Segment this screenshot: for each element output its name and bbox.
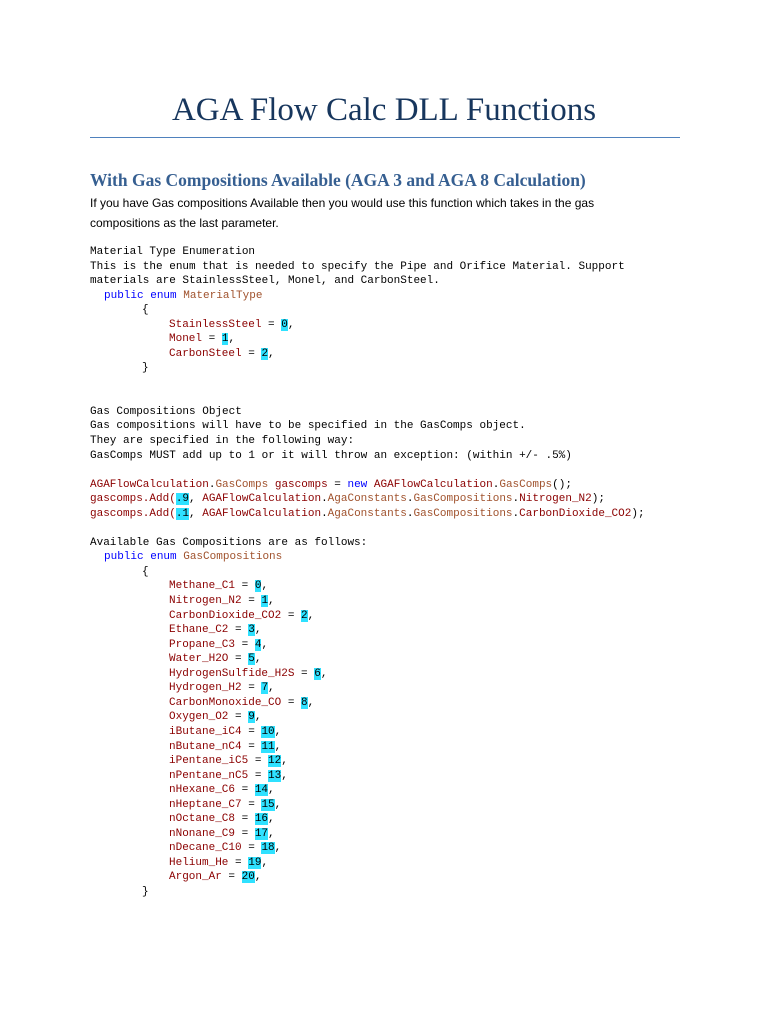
member-value: 19 bbox=[248, 856, 262, 869]
member-value: 18 bbox=[261, 842, 275, 855]
gascomps-desc-3: GasComps MUST add up to 1 or it will throw an exception: (within +/- .5%) bbox=[90, 449, 572, 462]
member-name: Nitrogen_N2 bbox=[169, 595, 242, 608]
keyword-enum: enum bbox=[150, 551, 177, 564]
member-value: 4 bbox=[254, 638, 262, 651]
fraction-value: .9 bbox=[175, 493, 190, 506]
member-name: Water_H2O bbox=[169, 653, 229, 666]
member-name: Ethane_C2 bbox=[169, 624, 229, 637]
member-value: 2 bbox=[301, 609, 308, 622]
member-value: 17 bbox=[254, 827, 269, 840]
member-value: 2 bbox=[261, 347, 269, 360]
member-value: 7 bbox=[261, 682, 269, 695]
member-value: 16 bbox=[254, 813, 269, 826]
member-name: Argon_Ar bbox=[169, 871, 222, 884]
member-name: nNonane_C9 bbox=[169, 827, 236, 840]
keyword-public: public bbox=[104, 551, 144, 564]
gascomps-add-call: gascomps.Add(.9, AGAFlowCalculation.AgaConstants.GasCompositions.Nitrogen_N2); bbox=[90, 493, 605, 506]
enum-member-ref: Nitrogen_N2 bbox=[519, 493, 592, 506]
member-value: 10 bbox=[261, 725, 275, 738]
intro-paragraph: If you have Gas compositions Available then you would use this function which takes in the gas compositions as the last parameter. bbox=[90, 196, 595, 230]
close-brace: } bbox=[142, 885, 149, 898]
gascompositions-members bbox=[90, 579, 690, 884]
page-title: AGA Flow Calc DLL Functions bbox=[171, 92, 597, 128]
enum-member-ref: CarbonDioxide_CO2 bbox=[519, 507, 632, 520]
member-value: 5 bbox=[248, 653, 255, 666]
member-name: iButane_iC4 bbox=[169, 725, 242, 738]
material-desc-1: This is the enum that is needed to specify the Pipe and Orifice Material. Support bbox=[90, 260, 625, 273]
title-divider bbox=[90, 137, 680, 138]
code-block bbox=[90, 245, 690, 900]
member-name: HydrogenSulfide_H2S bbox=[169, 667, 295, 680]
gascomps-desc-1: Gas compositions will have to be specified in the GasComps object. bbox=[90, 420, 526, 433]
keyword-enum: enum bbox=[150, 289, 177, 302]
member-value: 8 bbox=[301, 696, 308, 709]
open-brace: { bbox=[142, 304, 149, 317]
enum-member: nHeptane_C7 = 15, bbox=[169, 798, 282, 811]
member-value: 12 bbox=[268, 755, 282, 768]
enum-type: GasCompositions bbox=[413, 507, 513, 520]
member-value: 13 bbox=[268, 769, 282, 782]
material-label: Material Type Enumeration bbox=[90, 246, 256, 258]
enum-member: Hydrogen_H2 = 7, bbox=[169, 682, 275, 695]
fraction-value: .1 bbox=[175, 507, 190, 520]
enum-member: Helium_He = 19, bbox=[169, 856, 269, 869]
member-name: CarbonSteel bbox=[169, 347, 242, 360]
namespace: AGAFlowCalculation bbox=[202, 507, 322, 520]
member-name: StainlessSteel bbox=[169, 318, 262, 331]
enum-member: CarbonDioxide_CO2 = 2, bbox=[169, 609, 315, 622]
member-value: 14 bbox=[254, 784, 269, 797]
member-name: nHexane_C6 bbox=[169, 784, 236, 797]
material-desc-2: materials are StainlessSteel, Monel, and CarbonSteel. bbox=[90, 275, 440, 288]
member-name: Monel bbox=[169, 333, 203, 346]
enum-member: Ethane_C2 = 3, bbox=[169, 624, 262, 637]
enum-member: StainlessSteel = 0, bbox=[169, 318, 295, 331]
member-name: nHeptane_C7 bbox=[169, 798, 242, 811]
member-value: 15 bbox=[261, 798, 275, 811]
member-name: Helium_He bbox=[169, 856, 229, 869]
open-brace: { bbox=[142, 565, 149, 578]
member-name: nOctane_C8 bbox=[169, 813, 236, 826]
enum-member: Nitrogen_N2 = 1, bbox=[169, 595, 275, 608]
member-value: 20 bbox=[241, 871, 255, 884]
member-value: 11 bbox=[261, 740, 275, 753]
member-value: 6 bbox=[314, 667, 321, 680]
material-members bbox=[90, 318, 690, 362]
add-method: gascomps.Add( bbox=[90, 493, 176, 506]
member-name: Hydrogen_H2 bbox=[169, 682, 242, 695]
section-heading: With Gas Compositions Available (AGA 3 and AGA 8 Calculation) bbox=[90, 170, 586, 190]
enum-member: nDecane_C10 = 18, bbox=[169, 842, 282, 855]
enum-member: nButane_nC4 = 11, bbox=[169, 740, 282, 753]
constants-class: AgaConstants bbox=[327, 493, 407, 506]
namespace: AGAFlowCalculation bbox=[202, 493, 322, 506]
enum-member: HydrogenSulfide_H2S = 6, bbox=[169, 667, 328, 680]
enum-member: nOctane_C8 = 16, bbox=[169, 813, 275, 826]
enum-member: iButane_iC4 = 10, bbox=[169, 725, 282, 738]
enum-member: Propane_C3 = 4, bbox=[169, 638, 269, 651]
gascompositions-enum-declaration bbox=[90, 550, 690, 565]
member-value: 3 bbox=[248, 624, 255, 637]
member-name: iPentane_iC5 bbox=[169, 755, 249, 768]
member-name: nButane_nC4 bbox=[169, 740, 242, 753]
enum-member: CarbonMonoxide_CO = 8, bbox=[169, 696, 315, 709]
enum-member: CarbonSteel = 2, bbox=[169, 347, 275, 360]
member-name: Propane_C3 bbox=[169, 638, 236, 651]
member-name: nPentane_nC5 bbox=[169, 769, 249, 782]
member-name: Methane_C1 bbox=[169, 580, 236, 593]
enum-name: MaterialType bbox=[183, 289, 263, 302]
gascomps-add-call: gascomps.Add(.1, AGAFlowCalculation.AgaConstants.GasCompositions.CarbonDioxide_CO2); bbox=[90, 507, 645, 520]
enum-member: Monel = 1, bbox=[169, 333, 236, 346]
member-value: 1 bbox=[261, 595, 269, 608]
add-method: gascomps.Add( bbox=[90, 507, 176, 520]
member-name: nDecane_C10 bbox=[169, 842, 242, 855]
material-enum-declaration bbox=[90, 289, 690, 304]
enum-member: nPentane_nC5 = 13, bbox=[169, 769, 288, 782]
member-value: 9 bbox=[248, 711, 255, 724]
enum-name: GasCompositions bbox=[183, 551, 283, 564]
gascomps-label: Gas Compositions Object bbox=[90, 405, 242, 418]
available-label: Available Gas Compositions are as follows: bbox=[90, 536, 368, 549]
member-name: CarbonDioxide_CO2 bbox=[169, 609, 282, 622]
member-value: 0 bbox=[281, 318, 288, 331]
enum-type: GasCompositions bbox=[413, 493, 513, 506]
enum-member: Oxygen_O2 = 9, bbox=[169, 711, 262, 724]
enum-member: Water_H2O = 5, bbox=[169, 653, 262, 666]
member-value: 0 bbox=[254, 580, 262, 593]
gascomps-constructor-line: AGAFlowCalculation.GasComps gascomps = new AGAFlowCalculation.GasComps(); bbox=[90, 478, 572, 491]
member-name: CarbonMonoxide_CO bbox=[169, 696, 282, 709]
close-brace: } bbox=[142, 362, 149, 375]
enum-member: Methane_C1 = 0, bbox=[169, 580, 269, 593]
constants-class: AgaConstants bbox=[327, 507, 407, 520]
keyword-public: public bbox=[104, 289, 144, 302]
gascomps-desc-2: They are specified in the following way: bbox=[90, 435, 355, 448]
gascomps-add-calls bbox=[90, 492, 690, 521]
enum-member: Argon_Ar = 20, bbox=[169, 871, 262, 884]
enum-member: nHexane_C6 = 14, bbox=[169, 784, 275, 797]
member-name: Oxygen_O2 bbox=[169, 711, 229, 724]
member-value: 1 bbox=[221, 333, 229, 346]
enum-member: nNonane_C9 = 17, bbox=[169, 827, 275, 840]
enum-member: iPentane_iC5 = 12, bbox=[169, 755, 288, 768]
